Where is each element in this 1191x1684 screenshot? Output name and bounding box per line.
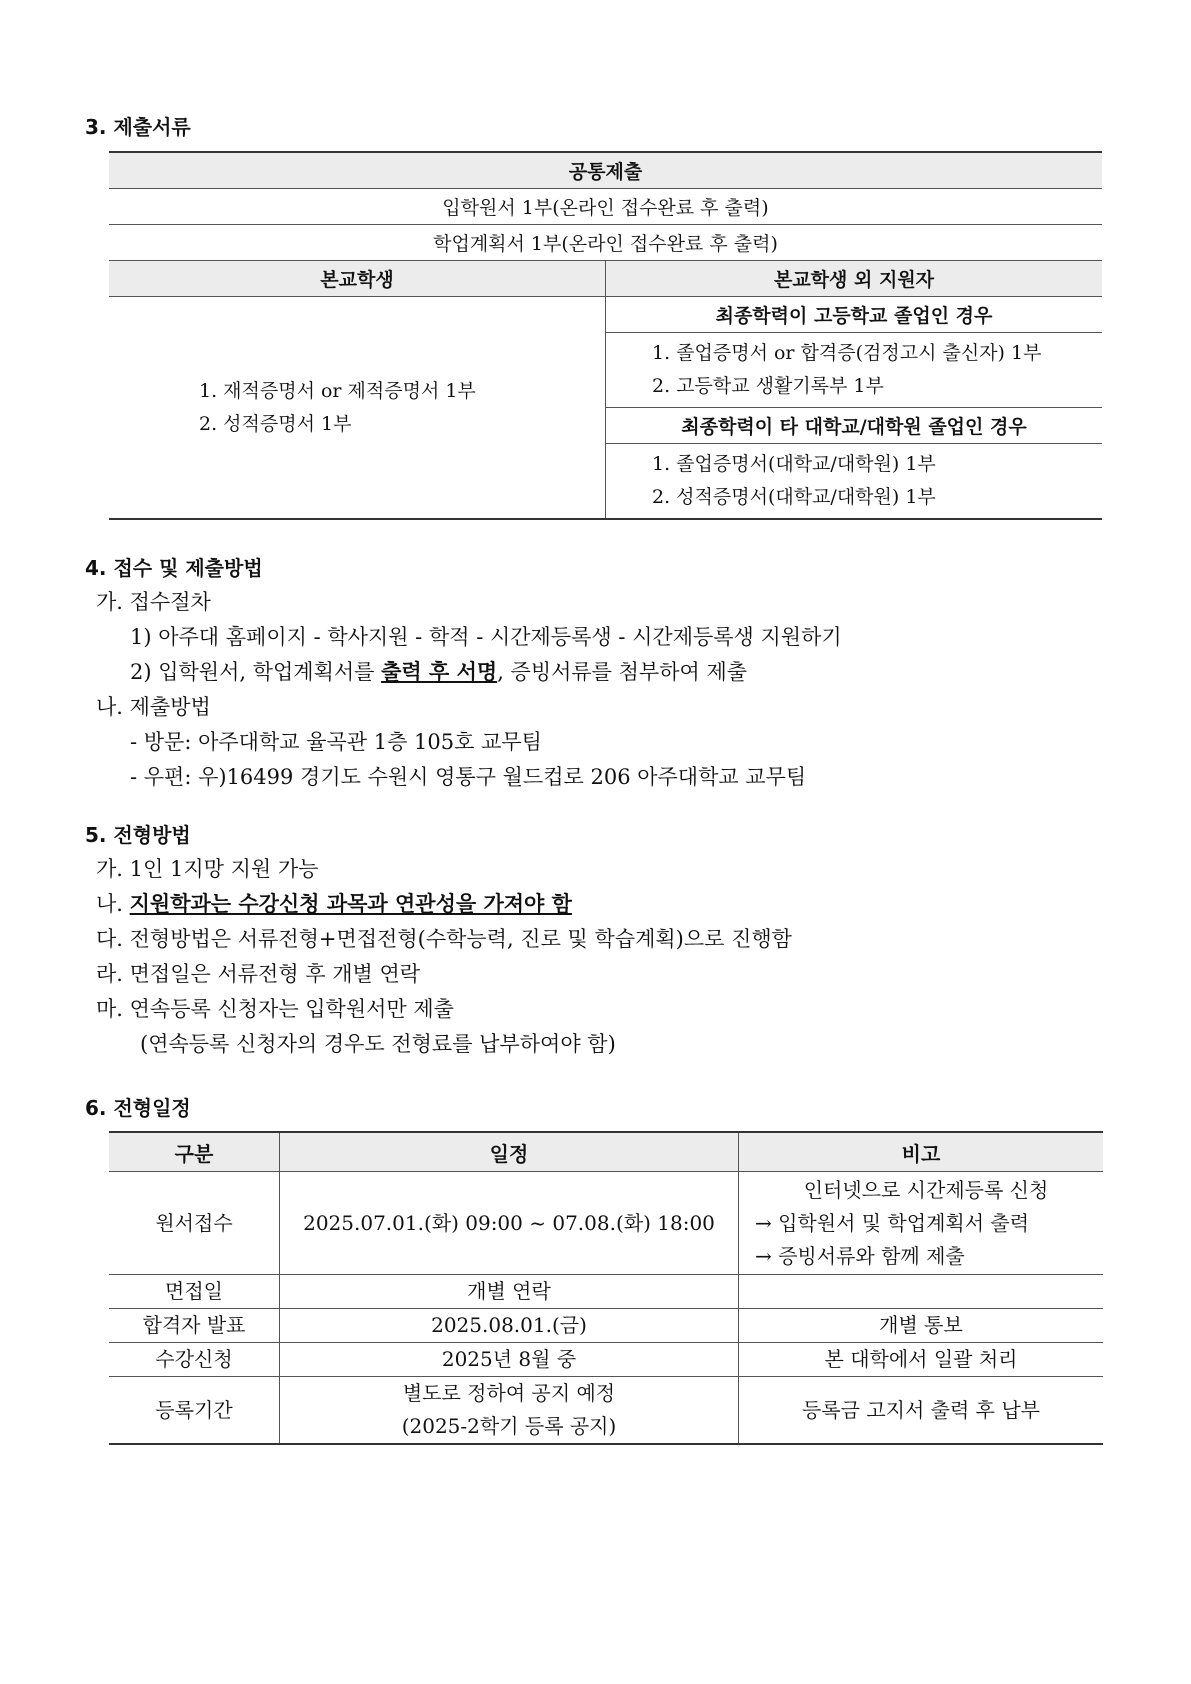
own-item: 1. 재적증명서 or 제적증명서 1부 — [199, 379, 476, 402]
date-line: (2025-2학기 등록 공지) — [401, 1414, 617, 1438]
row-note: 개별 통보 — [739, 1309, 1104, 1343]
row-date: 개별 연락 — [280, 1275, 739, 1309]
selection-line-6: (연속등록 신청자의 경우도 전형료를 납부하여야 함) — [140, 1032, 616, 1056]
other-applicant-header: 본교학생 외 지원자 — [606, 261, 1103, 297]
highschool-documents — [606, 333, 1103, 408]
university-header: 최종학력이 타 대학교/대학원 졸업인 경우 — [606, 408, 1103, 444]
date-line: 별도로 정하여 공지 예정 — [402, 1381, 616, 1405]
procedure-title: 가. 접수절차 — [96, 590, 211, 614]
table-row — [109, 1275, 1103, 1309]
row-date — [280, 1377, 739, 1445]
university-documents — [606, 444, 1103, 520]
own-student-documents — [109, 297, 606, 520]
hs-item: 1. 졸업증명서 or 합격증(검정고시 출신자) 1부 — [652, 342, 1042, 364]
univ-item: 2. 성적증명서(대학교/대학원) 1부 — [652, 486, 936, 508]
common-item: 입학원서 1부(온라인 접수완료 후 출력) — [109, 189, 1102, 225]
row-date: 2025.08.01.(금) — [280, 1309, 739, 1343]
common-item: 학업계획서 1부(온라인 접수완료 후 출력) — [109, 225, 1102, 261]
row-date: 2025년 8월 중 — [280, 1343, 739, 1377]
required-documents-table — [109, 151, 1102, 520]
hs-item: 2. 고등학교 생활기록부 1부 — [652, 375, 884, 397]
own-student-header: 본교학생 — [109, 261, 606, 297]
table-row — [109, 1343, 1103, 1377]
header-remarks: 비고 — [739, 1132, 1104, 1172]
selection-line-1: 가. 1인 1지망 지원 가능 — [96, 857, 319, 881]
print-and-sign-emphasis: 출력 후 서명 — [381, 660, 498, 684]
table-row — [109, 1377, 1103, 1445]
selection-line-4: 라. 면접일은 서류전형 후 개별 연락 — [96, 962, 421, 986]
row-label: 면접일 — [109, 1275, 280, 1309]
table-row — [109, 1309, 1103, 1343]
schedule-table — [109, 1131, 1103, 1445]
relevance-emphasis: 지원학과는 수강신청 과목과 연관성을 가져야 함 — [129, 892, 572, 916]
selection-line-3: 다. 전형방법은 서류전형+면접전형(수학능력, 진로 및 학습계획)으로 진행함 — [96, 927, 792, 951]
row-note: 등록금 고지서 출력 후 납부 — [802, 1397, 1040, 1422]
row-label: 합격자 발표 — [109, 1309, 280, 1343]
section-6-heading: 6. 전형일정 — [85, 1096, 191, 1120]
method-mail: - 우편: 우)16499 경기도 수원시 영통구 월드컵로 206 아주대학교 교무팀 — [130, 765, 807, 789]
procedure-step-1: 1) 아주대 홈페이지 - 학사지원 - 학적 - 시간제등록생 - 시간제등록생 지원하기 — [130, 625, 842, 649]
row-date: 2025.07.01.(화) 09:00 ~ 07.08.(화) 18:00 — [280, 1172, 739, 1275]
row-note — [739, 1172, 1104, 1275]
common-submission-header: 공통제출 — [109, 152, 1102, 189]
header-schedule: 일정 — [280, 1132, 739, 1172]
method-visit: - 방문: 아주대학교 율곡관 1층 105호 교무팀 — [130, 730, 542, 754]
selection-line-2 — [96, 888, 572, 918]
table-row — [109, 1172, 1103, 1275]
row-note — [739, 1275, 1104, 1309]
own-item: 2. 성적증명서 1부 — [199, 412, 352, 435]
section-4-heading: 4. 접수 및 제출방법 — [85, 556, 263, 580]
section-5-heading: 5. 전형방법 — [85, 823, 191, 847]
row-note: 본 대학에서 일괄 처리 — [739, 1343, 1104, 1377]
univ-item: 1. 졸업증명서(대학교/대학원) 1부 — [652, 453, 936, 475]
procedure-step-2 — [130, 656, 747, 686]
row-label: 등록기간 — [109, 1377, 280, 1445]
row-label: 원서접수 — [109, 1172, 280, 1275]
section-3-heading: 3. 제출서류 — [85, 115, 191, 139]
step-2-text: 2) 입학원서, 학업계획서를 — [130, 660, 382, 684]
step-2-text-end: , 증빙서류를 첨부하여 제출 — [497, 660, 748, 684]
highschool-header: 최종학력이 고등학교 졸업인 경우 — [606, 297, 1103, 333]
line-2-prefix: 나. — [96, 892, 130, 916]
selection-line-5: 마. 연속등록 신청자는 입학원서만 제출 — [96, 997, 454, 1021]
row-label: 수강신청 — [109, 1343, 280, 1377]
header-category: 구분 — [109, 1132, 280, 1172]
note-line: → 입학원서 및 학업계획서 출력 — [755, 1210, 1030, 1235]
note-line: → 증빙서류와 함께 제출 — [755, 1243, 965, 1268]
method-title: 나. 제출방법 — [96, 695, 211, 719]
note-line: 인터넷으로 시간제등록 신청 — [803, 1177, 1049, 1202]
